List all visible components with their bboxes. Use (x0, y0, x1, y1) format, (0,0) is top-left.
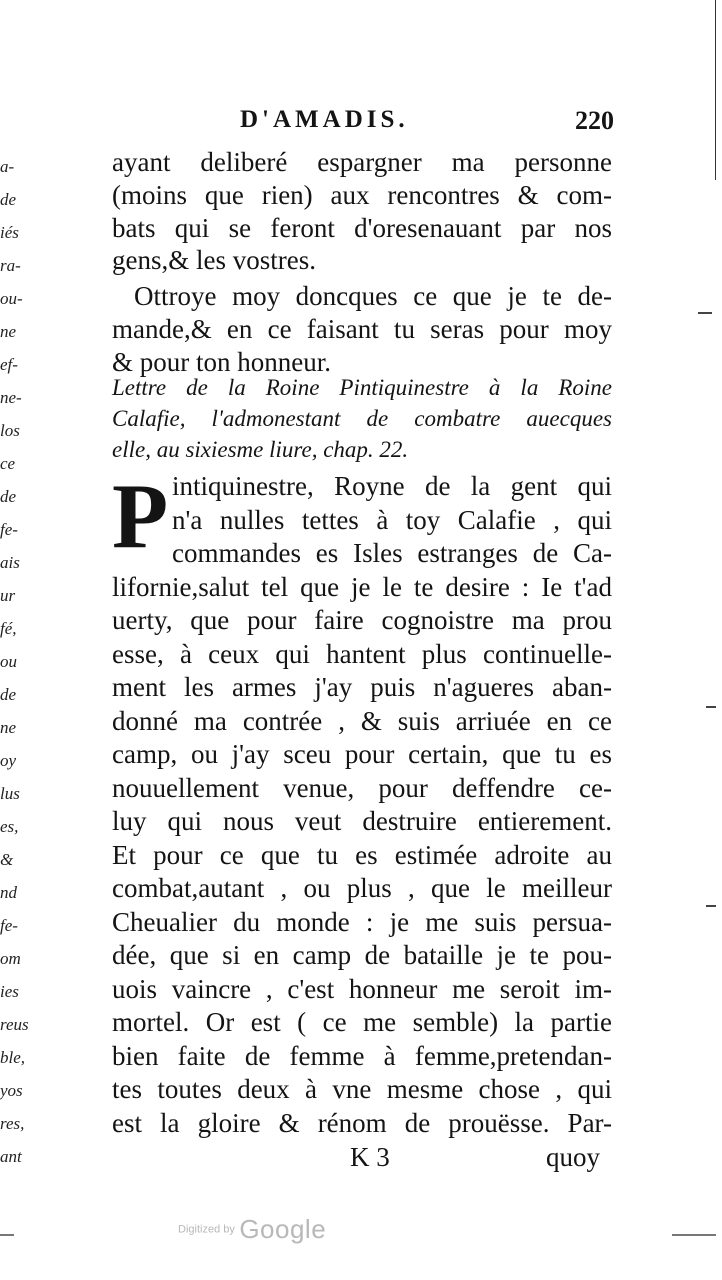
gutter-fragment: ne (0, 718, 17, 737)
text-line: mande,& en ce faisant tu seras pour moy (112, 313, 612, 344)
text-line: Cheualier du monde : je me suis persua- (112, 906, 612, 937)
letter-body (112, 465, 612, 1140)
signature-mark: K 3 (350, 1142, 390, 1172)
text-line: mortel. Or est ( ce me semble) la partie (112, 1007, 612, 1037)
text-line: ment les armes j'ay puis n'agueres aban- (112, 672, 612, 702)
text-line: ayant deliberé espargner ma personne (112, 147, 612, 177)
gutter-fragment: & (0, 850, 14, 869)
left-gutter-fragments (0, 150, 34, 1173)
text-line: commandes es Isles estranges de Ca- (172, 538, 612, 568)
text-line: donné ma contrée , & suis arriuée en ce (112, 705, 612, 736)
text-line: gens,& les vostres. (112, 245, 316, 276)
gutter-fragment: ais (0, 553, 20, 572)
drop-cap: P (112, 465, 169, 567)
gutter-fragment: de (0, 487, 17, 506)
paragraph-closing (112, 280, 612, 378)
gutter-fragment: reus (0, 1015, 29, 1034)
text-line: bien faite de femme à femme,pretendan- (112, 1040, 612, 1071)
text-line: esse, à ceux qui hantent plus continuelle- (112, 638, 612, 669)
gutter-fragment: ur (0, 586, 16, 605)
gutter-fragment: fé, (0, 619, 17, 638)
text-line: (moins que rien) aux rencontres & com- (112, 179, 612, 210)
google-watermark (178, 1214, 326, 1245)
watermark-brand: Google (239, 1214, 327, 1244)
gutter-fragment: ne- (0, 388, 22, 407)
gutter-fragment: ce (0, 454, 16, 473)
gutter-fragment: lus (0, 784, 20, 803)
letter-caption (112, 372, 612, 465)
text-line: bats qui se feront d'oresenauant par nos (112, 212, 612, 243)
running-head: D'AMADIS. (240, 106, 409, 133)
page-footer (112, 1142, 612, 1178)
page-edge-line (709, 0, 716, 180)
text-line: est la gloire & rénom de prouësse. Par- (112, 1107, 612, 1138)
text-line: uois vaincre , c'est honneur me seroit im- (112, 973, 612, 1004)
gutter-fragment: ble, (0, 1048, 26, 1067)
gutter-fragment: ant (0, 1147, 22, 1166)
gutter-fragment: de (0, 685, 17, 704)
gutter-fragment: ra- (0, 256, 21, 275)
gutter-fragment: oy (0, 751, 17, 770)
gutter-fragment: nd (0, 883, 17, 902)
text-line: tes toutes deux à vne mesme chose , qui (112, 1074, 612, 1104)
gutter-fragment: de (0, 190, 17, 209)
caption-line: elle, au sixiesme liure, chap. 22. (112, 437, 409, 462)
paragraph-continuation (112, 146, 612, 277)
text-line: combat,autant , ou plus , que le meilleur (112, 873, 612, 903)
gutter-fragment: fe- (0, 916, 18, 935)
text-line: intiquinestre, Royne de la gent qui (172, 471, 612, 501)
edge-tick (706, 706, 716, 708)
text-line: & pour ton honneur. (112, 346, 331, 377)
bottom-rule (0, 1234, 14, 1236)
watermark-prefix: Digitized by (178, 1223, 235, 1236)
caption-line: Calafie, l'admonestant de combatre auecques (112, 406, 612, 431)
gutter-fragment: ou (0, 652, 17, 671)
gutter-fragment: a- (0, 157, 15, 176)
text-line: luy qui nous veut destruire entierement. (112, 806, 612, 836)
text-line: dée, que si en camp de bataille je te pou- (112, 940, 612, 970)
gutter-fragment: ies (0, 982, 19, 1001)
text-line: Ottroye moy doncques ce que je te de- (134, 281, 612, 311)
gutter-fragment: res, (0, 1114, 25, 1133)
text-line: n'a nulles tettes à toy Calafie , qui (172, 504, 612, 535)
text-line: camp, ou j'ay sceu pour certain, que tu es (112, 739, 612, 769)
gutter-fragment: es, (0, 817, 19, 836)
text-line: nouuellement venue, pour deffendre ce- (112, 772, 612, 803)
catchword: quoy (546, 1142, 600, 1172)
edge-tick (698, 312, 712, 314)
text-line: uerty, que pour faire cognoistre ma prou (112, 605, 612, 635)
gutter-fragment: ef- (0, 355, 18, 374)
edge-tick (706, 905, 716, 907)
gutter-fragment: yos (0, 1081, 23, 1100)
page-number: 220 (575, 106, 614, 135)
gutter-fragment: los (0, 421, 20, 440)
page-header (240, 106, 620, 140)
text-line: lifornie,salut tel que je le te desire : Ie t'ad (112, 571, 612, 602)
gutter-fragment: fe- (0, 520, 18, 539)
gutter-fragment: om (0, 949, 21, 968)
caption-line: Lettre de la Roine Pintiquinestre à la Roine (112, 375, 612, 400)
text-line: Et pour ce que tu es estimée adroite au (112, 839, 612, 870)
gutter-fragment: ne (0, 322, 17, 341)
gutter-fragment: iés (0, 223, 19, 242)
bottom-rule (672, 1234, 716, 1236)
gutter-fragment: ou- (0, 289, 23, 308)
